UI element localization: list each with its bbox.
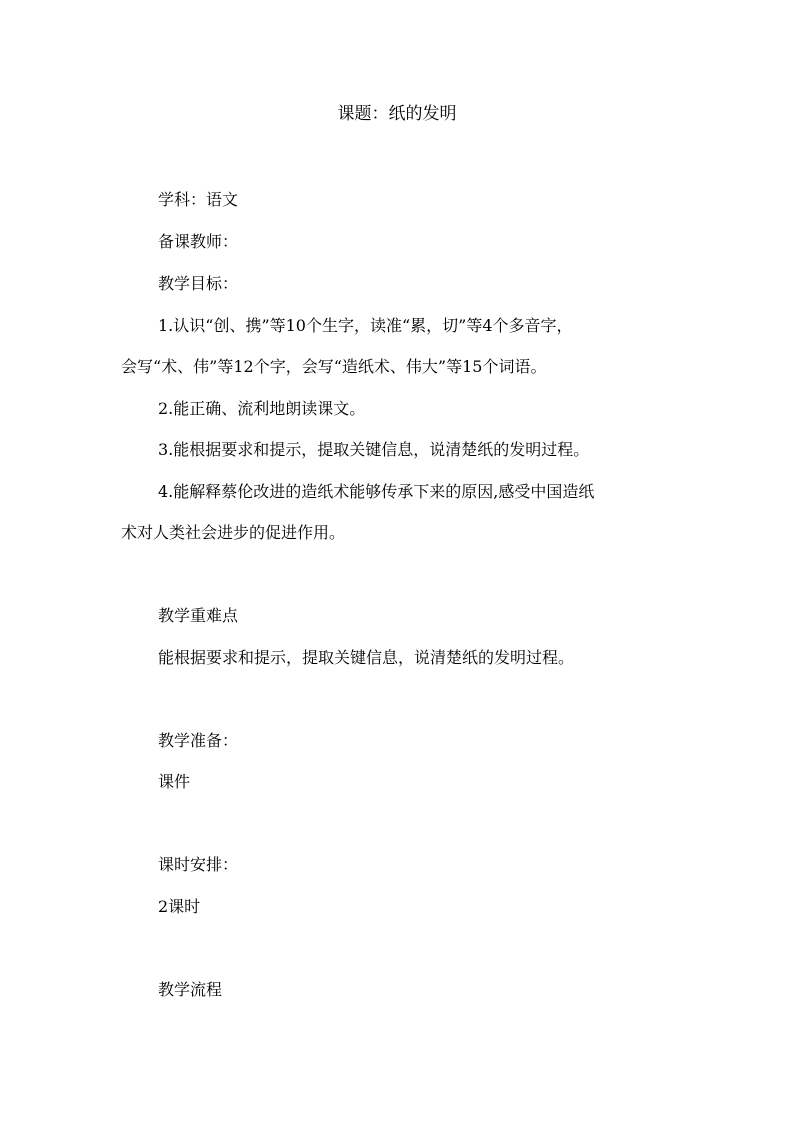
objective-1-line-2: 会写“术、伟”等12个字，会写“造纸术、伟大”等15个词语。 [121, 357, 547, 376]
process-heading: 教学流程 [158, 980, 223, 999]
preparation-content: 课件 [158, 772, 191, 791]
schedule-heading: 课时安排： [158, 855, 239, 874]
objective-1-line-1: 1.认识“创、携”等10个生字，读准“累，切”等4个多音字， [158, 316, 573, 335]
teacher-line: 备课教师： [158, 232, 239, 251]
objectives-heading: 教学目标： [158, 274, 239, 293]
key-points-content: 能根据要求和提示，提取关键信息，说清楚纸的发明过程。 [158, 648, 575, 667]
document-title: 课题：纸的发明 [337, 104, 457, 124]
objective-2: 2.能正确、流利地朗读课文。 [158, 399, 366, 418]
preparation-heading: 教学准备： [158, 731, 239, 750]
subject-line: 学科：语文 [158, 190, 239, 209]
objective-3: 3.能根据要求和提示，提取关键信息，说清楚纸的发明过程。 [158, 440, 590, 459]
objective-4-line-1: 4.能解释蔡伦改进的造纸术能够传承下来的原因,感受中国造纸 [158, 482, 595, 501]
schedule-content: 2课时 [158, 897, 201, 916]
key-points-heading: 教学重难点 [158, 606, 239, 625]
objective-4-line-2: 术对人类社会进步的促进作用。 [121, 523, 346, 542]
